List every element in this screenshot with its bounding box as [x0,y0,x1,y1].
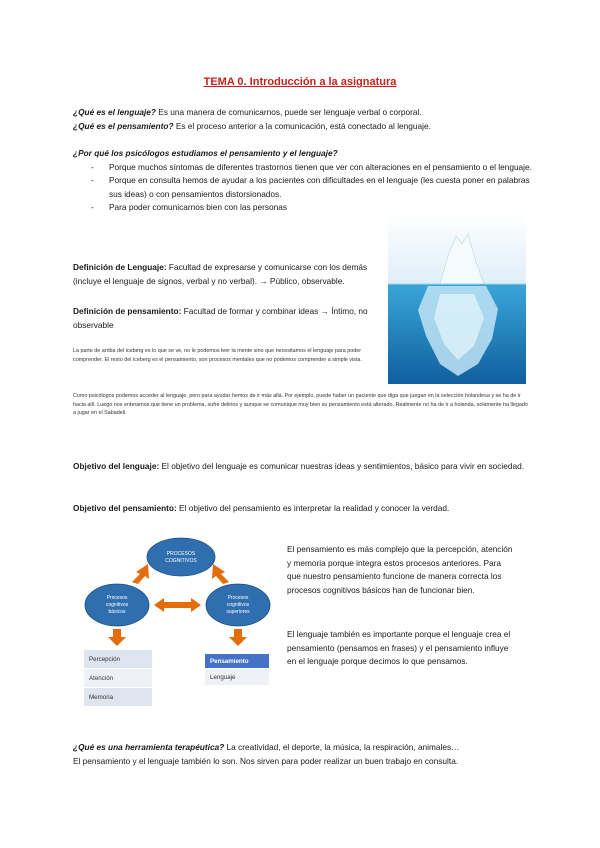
obj-pensamiento-label: Objetivo del pensamiento: [73,503,177,513]
example-note: Como psicólogos podemos acceder al lenguaje, pero para ayudar hemos de ir más allá. Por ejemplo, puede haber un paciente que diga que juegan en la selección holandesa y se ha de ir hacia allí. Luego nos enteramos que tiene un problema, sufre delirios y aunque se comunique muy bien su pensamiento está alterado. Realmente no ha de ir a holanda, solamente ha llegado a jugar en el Sabadell. [73,393,528,417]
obj-pensamiento [73,502,533,516]
obj-lenguaje-label: Objetivo del lenguaje: [73,461,160,471]
node-label: PROCESOS [166,551,196,557]
node-label: cognitivos [105,602,129,608]
table-row: Percepción [84,650,152,669]
page-title: TEMA 0. Introducción a la asignatura [203,76,397,88]
pensamiento-explanation: El pensamiento es más complejo que la percepción, atención y memoria porque integra estos procesos anteriores. Para que nuestro pensamiento funcione de manera correcta los procesos cognitivos básicos han de funcionar bien. [287,544,513,595]
table-row: Lenguaje [205,669,269,686]
def-pensamiento [73,305,393,332]
why-section [73,147,533,215]
intro-line-lenguaje [73,106,533,120]
node-label: Procesos [227,595,249,601]
def-pensamiento-text: Facultad de formar y combinar ideas → Íntimo, no observable [73,306,368,330]
node-label: cognitivos [226,602,250,608]
node-label: básicos [108,609,126,615]
intro-block [73,106,533,133]
list-item: - Para poder comunicarnos bien con las personas [73,201,533,215]
basic-processes-list [84,650,152,707]
list-item: - Porque en consulta hemos de ayudar a los pacientes con dificultades en el lenguaje (les cuesta poner en palabras sus ideas) o con pensamientos distorsionados. [73,174,533,201]
table-row: Pensamiento [205,654,269,669]
def-lenguaje-label: Definición de Lenguaje: [73,262,167,272]
table-row: Memoria [84,688,152,707]
def-lenguaje-text: Facultad de expresarse y comunicarse con los demás (incluye el lenguaje de signos, verbal y no verbal). → Público, observable. [73,262,368,286]
iceberg-image [388,214,526,384]
final-answer: La creatividad, el deporte, la música, la respiración, animales… [224,742,460,752]
why-bullets [73,161,533,215]
final-line-2: El pensamiento y el lenguaje también lo son. Nos sirven para poder realizar un buen trabajo en consulta. [73,755,459,766]
arrow-icon [132,564,149,584]
iceberg-note: La parte de arriba del iceberg es lo que se ve, no le podemos leer la mente sino que necesitamos el lenguaje para poder comprender. El resto del iceberg es el pensamiento, son procesos mentales que no podemos comprender a simple vista. [73,348,362,363]
question-label: ¿Qué es el lenguaje? [73,107,156,117]
superior-processes-list [205,654,269,686]
def-lenguaje [73,261,393,288]
arrow-icon [212,564,229,584]
list-item: - Porque muchos síntomas de diferentes trastornos tienen que ver con alteraciones en el pensamiento o el lenguaje. [73,161,533,175]
def-pensamiento-label: Definición de pensamiento: [73,306,182,316]
node-label: Procesos [106,595,128,601]
double-arrow-icon [154,598,201,612]
why-question: ¿Por qué los psicólogos estudiamos el pensamiento y el lenguaje? [73,148,338,158]
node-label: superiores [226,609,250,615]
node-label: COGNITIVOS [165,558,197,564]
answer-text: Es una manera de comunicarnos, puede ser lenguaje verbal o corporal. [156,107,422,117]
cognitive-processes-diagram [78,532,278,652]
intro-line-pensamiento [73,120,533,134]
obj-lenguaje [73,460,533,474]
obj-pensamiento-text: El objetivo del pensamiento es interpretar la realidad y conocer la verdad. [176,503,450,513]
question-label: ¿Qué es el pensamiento? [73,120,174,131]
answer-text: Es el proceso anterior a la comunicación, está conectado al lenguaje. [173,120,431,131]
final-question: ¿Qué es una herramienta terapéutica? [73,742,225,752]
node-procesos-cognitivos [147,538,215,576]
arrow-down-icon [108,629,126,646]
lenguaje-explanation: El lenguaje también es importante porque el lenguaje crea el pensamiento (pensamos en frases) y el pensamiento influye en el lenguaje porque decimos lo que pensamos. [287,629,511,666]
final-line-1 [73,741,543,755]
obj-lenguaje-text: El objetivo del lenguaje es comunicar nuestras ideas y sentimientos, básico para vivir en sociedad. [159,461,525,471]
table-row: Atención [84,669,152,688]
final-section [73,741,543,768]
arrow-down-icon [229,629,247,646]
